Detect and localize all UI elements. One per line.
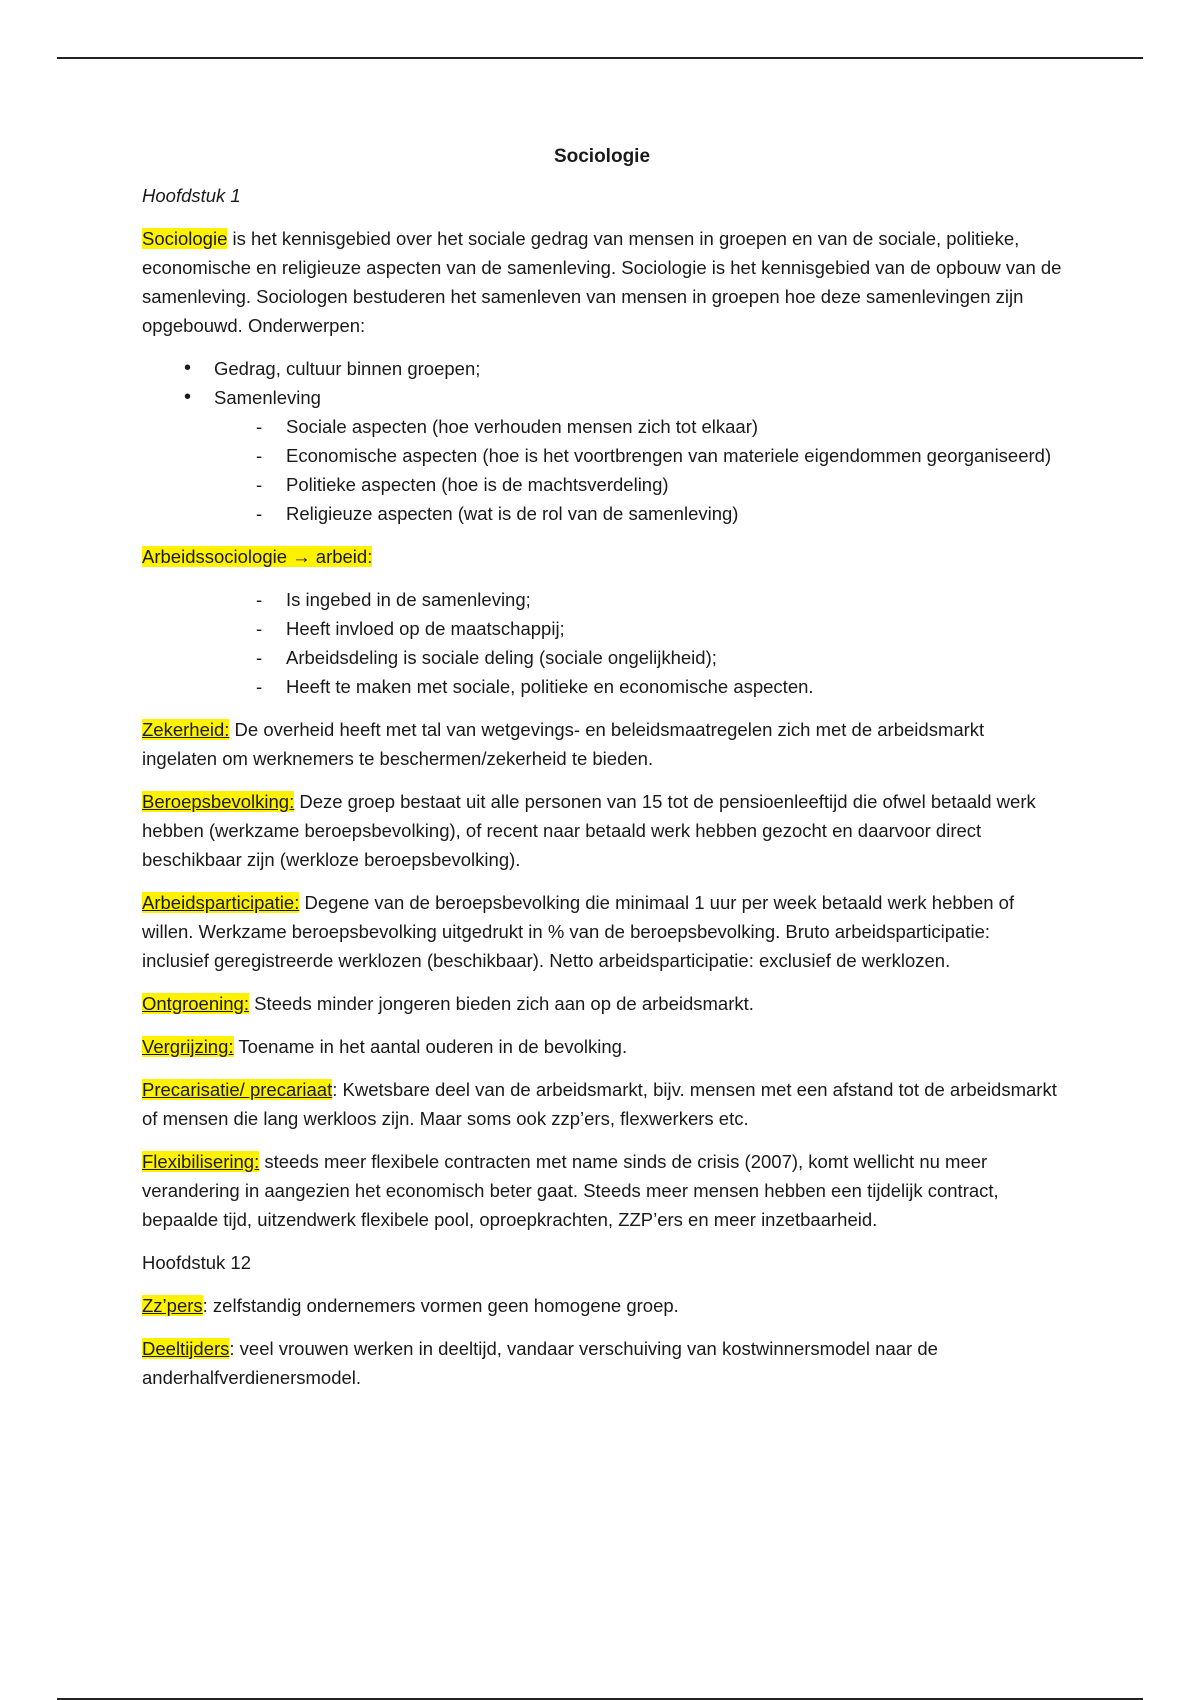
definition-ontgroening: [142, 989, 1062, 1018]
list-item: - Religieuze aspecten (wat is de rol van de samenleving): [256, 499, 1062, 528]
definition-term: Deeltijders: [142, 1338, 230, 1359]
list-item: - Is ingebed in de samenleving;: [256, 585, 1062, 614]
definition-term: Beroepsbevolking:: [142, 791, 295, 812]
topics-list: [142, 354, 1062, 412]
samenleving-sublist-wrap: [142, 412, 1062, 528]
definition-term: Vergrijzing:: [142, 1036, 234, 1057]
definition-text: Deze groep bestaat uit alle personen van 15 tot de pensioenleeftijd die ofwel betaald werk hebben (werkzame beroepsbevolking), of recent naar betaald werk hebben gezocht en daarvoor direct beschikbaar zijn (werkloze beroepsbevolking).: [142, 791, 1036, 870]
definition-vergrijzing: [142, 1032, 1062, 1061]
list-item: - Arbeidsdeling is sociale deling (sociale ongelijkheid);: [256, 643, 1062, 672]
definition-term: Arbeidsparticipatie:: [142, 892, 300, 913]
definition-text: De overheid heeft met tal van wetgevings- en beleidsmaatregelen zich met de arbeidsmarkt ingelaten om werknemers te beschermen/zekerheid te bieden.: [142, 719, 985, 769]
definition-flexibilisering: [142, 1147, 1062, 1234]
definition-term: Precarisatie/ precariaat: [142, 1079, 333, 1100]
definition-arbeidsparticipatie: [142, 888, 1062, 975]
list-item: - Heeft invloed op de maatschappij;: [256, 614, 1062, 643]
samenleving-sublist: [214, 412, 1062, 528]
definition-text: Steeds minder jongeren bieden zich aan op de arbeidsmarkt.: [248, 993, 754, 1014]
definition-term: Flexibilisering:: [142, 1151, 260, 1172]
definition-term: Zekerheid:: [142, 719, 230, 740]
definition-text: : zelfstandig ondernemers vormen geen homogene groep.: [202, 1295, 679, 1316]
definition-beroepsbevolking: [142, 787, 1062, 874]
intro-paragraph: [142, 224, 1062, 340]
top-rule: [57, 57, 1143, 59]
definition-text: : veel vrouwen werken in deeltijd, vandaar verschuiving van kostwinnersmodel naar de anderhalfverdienersmodel.: [142, 1338, 938, 1388]
chapter-heading-12: Hoofdstuk 12: [142, 1252, 252, 1273]
list-item: • Gedrag, cultuur binnen groepen;: [184, 354, 1062, 383]
intro-text: is het kennisgebied over het sociale gedrag van mensen in groepen en van de sociale, politieke, economische en religieuze aspecten van de samenleving. Sociologie is het kennisgebied van de opbouw van de samenleving. Sociologen bestuderen het samenleven van mensen in groepen hoe deze samenlevingen zijn opgebouwd. Onderwerpen:: [142, 228, 1062, 336]
term-sociologie: Sociologie: [142, 228, 228, 249]
arbeid-list-wrap: [142, 585, 1062, 701]
definition-zzpers: [142, 1291, 1062, 1320]
term-arbeidssociologie: Arbeidssociologie → arbeid:: [142, 546, 373, 567]
list-item: • Samenleving: [184, 383, 1062, 412]
definition-zekerheid: [142, 715, 1062, 773]
definition-deeltijders: [142, 1334, 1062, 1392]
document-title: Sociologie: [553, 146, 651, 167]
arbeid-heading: [142, 542, 1062, 571]
definition-term: Ontgroening:: [142, 993, 249, 1014]
definition-text: Toename in het aantal ouderen in de bevolking.: [233, 1036, 628, 1057]
arbeid-list: [214, 585, 1062, 701]
list-item: - Economische aspecten (hoe is het voortbrengen van materiele eigendommen georganiseerd): [256, 441, 1062, 470]
list-item: - Politieke aspecten (hoe is de machtsverdeling): [256, 470, 1062, 499]
definition-text: : Kwetsbare deel van de arbeidsmarkt, bijv. mensen met een afstand tot de arbeidsmarkt of mensen die lang werkloos zijn. Maar soms ook zzp’ers, flexwerkers etc.: [142, 1079, 1057, 1129]
definition-text: steeds meer flexibele contracten met name sinds de crisis (2007), komt wellicht nu meer verandering in aangezien het economisch beter gaat. Steeds meer mensen hebben een tijdelijk contract, bepaalde tijd, uitzendwerk flexibele pool, oproepkrachten, ZZP’ers en meer inzetbaarheid.: [142, 1151, 999, 1230]
chapter-heading-1: Hoofdstuk 1: [142, 185, 241, 206]
definition-text: Degene van de beroepsbevolking die minimaal 1 uur per week betaald werk hebben of willen. Werkzame beroepsbevolking uitgedrukt in % van de beroepsbevolking. Bruto arbeidsparticipatie: inclusief geregistreerde werklozen (beschikbaar). Netto arbeidsparticipatie: exclusief de werklozen.: [142, 892, 1015, 971]
document-page: [142, 142, 1062, 1406]
list-item: - Heeft te maken met sociale, politieke en economische aspecten.: [256, 672, 1062, 701]
definition-precarisatie: [142, 1075, 1062, 1133]
definition-term: Zz’pers: [142, 1295, 203, 1316]
list-item: - Sociale aspecten (hoe verhouden mensen zich tot elkaar): [256, 412, 1062, 441]
